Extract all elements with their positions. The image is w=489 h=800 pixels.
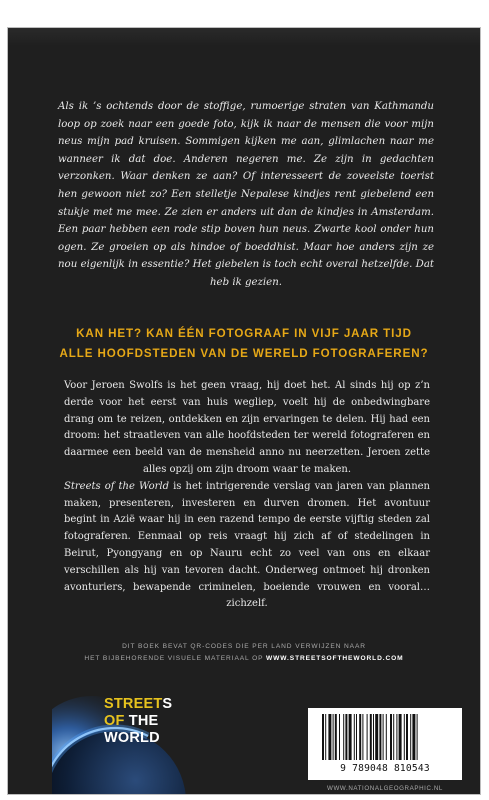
logo-row-1-white: S <box>162 696 173 712</box>
blurb-paragraph-2-text: is het intrigerende verslag van jaren van plannen maken, presenteren, investeren en durven dromen. Het avontuur begint in Azië waar hij in een razend tempo de eerste vijftig steden zal fotograferen. Eenmaal op reis vraagt hij zich af of stedelingen in Beirut, Pyongyang en op Nauru echt zo veel van ons en elkaar verschillen als hij van tevoren dacht. Onderweg ontmoet hij dronken avonturiers, bewapende criminelen, boeiende vrouwen en vooral… zichzelf. <box>64 480 430 610</box>
blurb <box>64 378 430 613</box>
publisher-link[interactable]: WWW.NATIONALGEOGRAPHIC.NL <box>327 785 443 792</box>
isbn-barcode <box>308 708 462 780</box>
qr-note-line-1: DIT BOEK BEVAT QR-CODES DIE PER LAND VERWIJZEN NAAR <box>122 643 366 650</box>
teaser-heading <box>30 324 458 364</box>
logo-row-3 <box>104 730 172 747</box>
book-title: Streets of the World <box>64 480 170 492</box>
qr-code-note <box>30 641 458 664</box>
logo-row-3-white: WORLD <box>104 730 160 746</box>
website-link[interactable]: WWW.STREETSOFTHEWORLD.COM <box>266 654 404 662</box>
isbn-number: 9 789048 810543 <box>340 763 430 774</box>
teaser-heading-line-2: ALLE HOOFDSTEDEN VAN DE WERELD FOTOGRAFEREN? <box>59 347 429 360</box>
logo-row-1-yellow: STREET <box>104 696 163 712</box>
book-back-cover <box>8 28 480 794</box>
blurb-paragraph-2 <box>64 479 430 613</box>
blurb-paragraph-1: Voor Jeroen Swolfs is het geen vraag, hij doet het. Al sinds hij op z’n derde voor het eerst van huis wegliep, voelt hij de onbedwingbare drang om te reizen, ontdekken en zijn ervaringen te delen. Hij had een droom: het straatleven van alle hoofdsteden ter wereld fotograferen en daarmee een beeld van de mensheid anno nu neerzetten. Jeroen zette alles opzij om zijn droom waar te maken. <box>64 380 430 475</box>
logo-row-1 <box>104 696 172 713</box>
logo-wordmark <box>104 696 172 747</box>
opening-quote: Als ik ’s ochtends door de stoffige, rumoerige straten van Kathmandu loop op zoek naar een goede foto, kijk ik naar de mensen die voor mijn neus mijn pad kruisen. Sommigen kijken me aan, glimlachen naar me wanneer ik dat doe. Anderen negeren me. Ze zijn in gedachten verzonken. Waar denken ze aan? Of interesseert de zoveelste toerist hen gewoon niet zo? Een stelletje Nepalese kindjes rent giebelend een stukje met me mee. Ze zien er anders uit dan de kindjes in Amsterdam. Een paar hebben een rode stip boven hun neus. Zwarte kool onder hun ogen. Ze groeien op als hindoe of boeddhist. Maar hoe anders zijn ze nou eigenlijk in essentie? Het giebelen is toch echt overal hetzelfde. Dat heb ik gezien. <box>58 101 434 288</box>
teaser-heading-line-1: KAN HET? KAN ÉÉN FOTOGRAAF IN VIJF JAAR TIJD <box>76 327 412 340</box>
logo-row-2-yellow: OF <box>104 713 125 729</box>
streets-of-the-world-logo <box>52 678 202 794</box>
logo-row-2-white: THE <box>124 713 159 729</box>
qr-note-line-2 <box>30 653 458 665</box>
barcode-bars-icon <box>322 714 448 762</box>
qr-note-prefix: HET BIJBEHORENDE VISUELE MATERIAAL OP <box>84 654 267 662</box>
logo-row-2 <box>104 713 172 730</box>
